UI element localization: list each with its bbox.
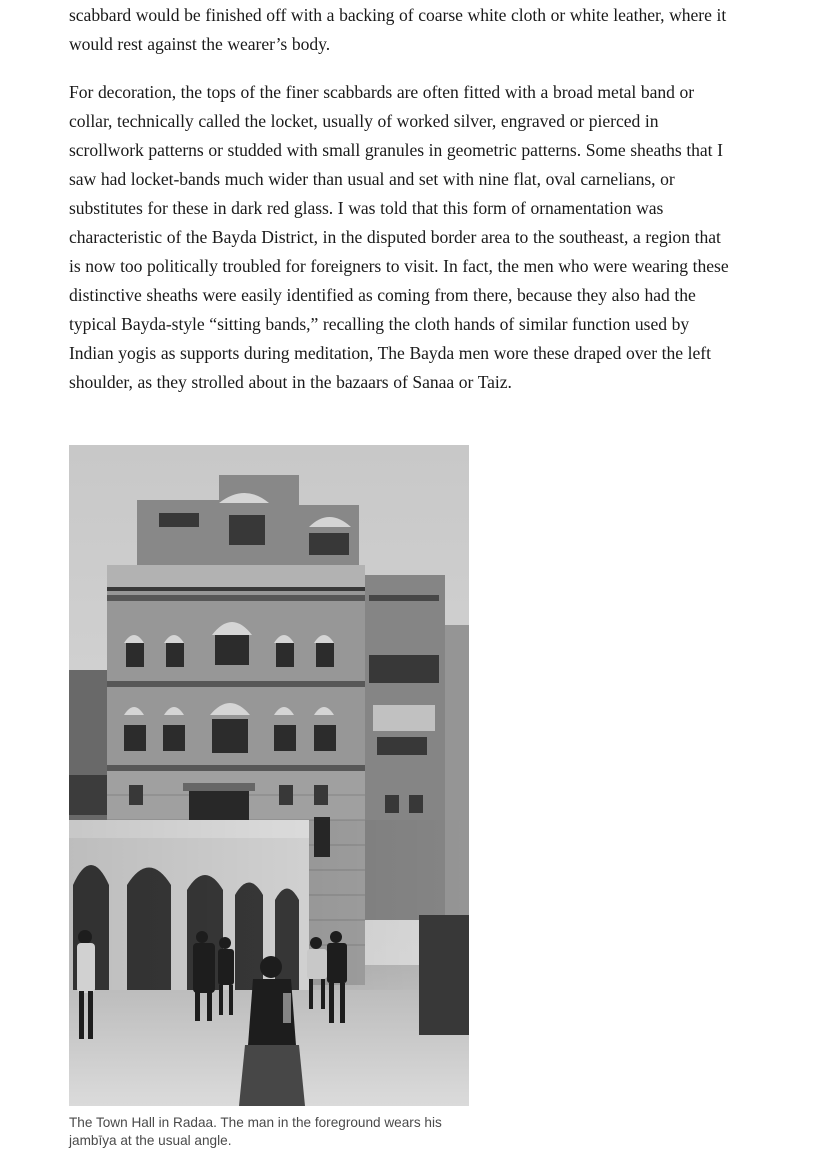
town-hall-photo [69,445,469,1106]
figure-caption: The Town Hall in Radaa. The man in the foreground wears his jambīya at the usual angle. [69,1115,442,1148]
paragraph-2: For decoration, the tops of the finer scabbards are often fitted with a broad metal band or collar, technically called the locket, usually of worked silver, engraved or pierced in scrollwork patterns or studded with small granules in geometric patterns. Some sheaths that I saw had locket-bands much wider than usual and set with nine flat, oval carnelians, or substitutes for these in dark red glass. I was told that this form of ornamentation was characteristic of the Bayda District, in the disputed border area to the southeast, a region that is now too politically troubled for foreigners to visit. In fact, the men who were wearing these distinctive sheaths were easily identified as coming from there, because they also had the typical Bayda-style “sitting bands,” recalling the cloth hands of similar function used by Indian yogis as supports during meditation, The Bayda men wore these draped over the left shoulder, as they strolled about in the bazaars of Sanaa or Taiz. [69,82,729,392]
town-hall-figure [69,445,469,1150]
paragraph-1: scabbard would be finished off with a backing of coarse white cloth or white leather, where it would rest against the wearer’s body. [69,5,727,54]
article-body [69,0,737,397]
